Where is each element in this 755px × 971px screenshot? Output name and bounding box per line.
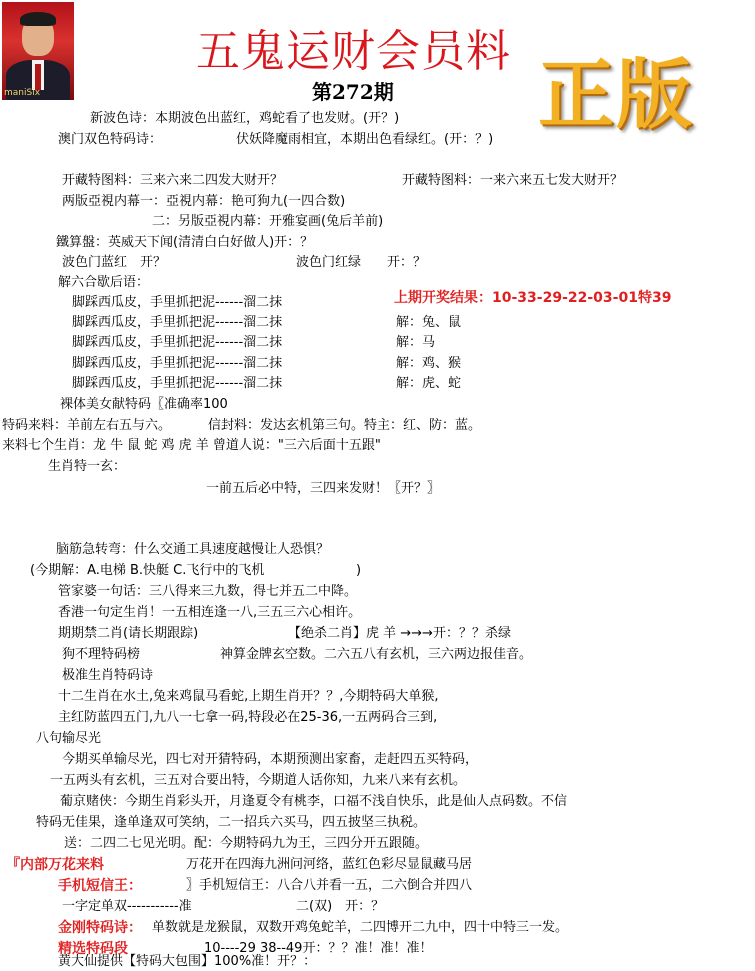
idiom-line-3: 脚踩西瓜皮，手里抓把泥------溜二抹 <box>72 335 283 350</box>
line-kill-two: 【绝杀二肖】虎 羊 →→→开：？？杀绿 <box>288 626 511 641</box>
line-front-back: 一前五后必中特，三四来发财！〖开？〗 <box>206 481 441 496</box>
photo-tie <box>35 64 41 90</box>
line-housekeeper: 管家婆一句话：三八得来三九数，得七并五二中降。 <box>58 584 358 599</box>
line-sms-content: 〗手机短信王：八合八并看一五，二六倒合并四八 <box>186 878 473 893</box>
line-abacus: 鐵算盤：英威天下闻(清清白白好做人)开：？ <box>56 235 314 250</box>
line-code-source: 特码来料：羊前左右五与六。 <box>2 418 172 433</box>
idiom-answer-2: 解：马 <box>396 335 436 350</box>
line-eight-lines: 八句输尽光 <box>36 731 102 746</box>
line-riddle: 脑筋急转弯：什么交通工具速度越慢让人恐惧？ <box>56 542 330 557</box>
issue-number: 第272期 <box>312 80 394 104</box>
line-send: 送：二四二七见光明。配：今期特码九为王，三四分开五跟随。 <box>64 836 429 851</box>
idiom-line-5: 脚踩西瓜皮，手里抓把泥------溜二抹 <box>72 376 283 391</box>
line-buy-single-1: 今期买单输尽光，四七对开猜特码，本期预测出家畜，走赶四五买特码， <box>62 752 479 767</box>
label-selected-segment: 精选特码段 <box>58 941 128 957</box>
line-beauty-code: 裸体美女献特码〖准确率100 <box>60 397 228 412</box>
idiom-line-1: 脚踩西瓜皮，手里抓把泥------溜二抹 <box>72 295 283 310</box>
line-gold-card: 神算金牌玄空数。二六五八有玄机，三六两边报佳音。 <box>220 647 533 662</box>
label-diamond-poem: 金刚特码诗： <box>58 920 142 936</box>
line-wave-red-green: 波色门红绿 开：？ <box>296 255 427 270</box>
line-macau-poem: 伏妖降魔雨相宜，本期出色看绿红。(开：？) <box>236 132 494 147</box>
idiom-line-4: 脚踩西瓜皮，手里抓把泥------溜二抹 <box>72 356 283 371</box>
line-zodiac-poem-1: 十二生肖在水土,兔来鸡鼠马看蛇,上期生肖开？？,今期特码大单猴, <box>58 689 439 704</box>
idiom-answer-1: 解：兔、鼠 <box>396 315 462 330</box>
line-seven-zodiac: 来料七个生肖：龙 牛 鼠 蛇 鸡 虎 羊 曾道人说："三六后面十五跟" <box>2 438 381 453</box>
line-atv-2: 二：另版亞視内幕：开雅宴画(兔后羊前) <box>152 214 384 229</box>
line-double-open: 二(双) 开：？ <box>296 899 385 914</box>
line-macau-label: 澳门双色特码诗： <box>58 132 163 147</box>
line-wave-poem: 新波色诗：本期波色出蓝红，鸡蛇看了也发财。(开？) <box>90 111 400 126</box>
line-hidden-pic-1: 开藏特图料：三来六来二四发大财开？ <box>62 173 284 188</box>
line-segment-content: 10----29 38--49开：？？准！准！准！ <box>204 941 433 956</box>
idiom-answer-3: 解：鸡、猴 <box>396 356 462 371</box>
line-zodiac-mystery: 生肖特一玄： <box>48 459 127 474</box>
photo-caption: maniSix <box>4 88 41 98</box>
line-flower-content: 万花开在四海九洲问河络，蓝红色彩尽显鼠藏马居 <box>186 857 473 872</box>
last-draw-result: 上期开奖结果：10-33-29-22-03-01特39 <box>394 290 672 306</box>
photo-hair <box>20 12 56 26</box>
line-idiom-title: 解六合歇后语： <box>58 275 150 290</box>
line-buy-single-2: 一五两头有玄机，三五对合要出特，今期道人话你知，九来八来有玄机。 <box>50 773 467 788</box>
line-macau-gambler-1: 葡京赌侠：今期生肖彩头开，月逢夏令有桃李，口福不浅自快乐，此是仙人点码数。不信 <box>60 794 568 809</box>
line-single-double: 一字定单双-----------准 <box>62 899 192 914</box>
idiom-line-2: 脚踩西瓜皮，手里抓把泥------溜二抹 <box>72 315 283 330</box>
line-dog-chart: 狗不理特码榜 <box>62 647 141 662</box>
author-photo <box>2 2 74 100</box>
line-hidden-pic-2: 开藏特图料：一来六来五七发大财开？ <box>402 173 624 188</box>
line-wong-tai-sin: 黄大仙提供【特码大包围】100%准！开？： <box>58 954 317 969</box>
genuine-stamp: 正版 <box>538 50 694 139</box>
page-title: 五鬼运财会员料 <box>196 26 511 77</box>
line-banned-label: 期期禁二肖(请长期跟踪) <box>58 626 199 641</box>
line-hk-zodiac: 香港一句定生肖！一五相连逢一八,三五三六心相许。 <box>58 605 362 620</box>
line-riddle-close: ) <box>356 563 362 578</box>
label-internal-flower: 『内部万花来料 <box>6 857 104 873</box>
line-riddle-options: (今期解：A.电梯 B.快艇 C.飞行中的飞机 <box>30 563 265 578</box>
line-macau-gambler-2: 特码无佳果，逢单逢双可笑纳，二一招兵六买马，四五披坚三执税。 <box>36 815 427 830</box>
idiom-answer-4: 解：虎、蛇 <box>396 376 462 391</box>
line-envelope: 信封料：发达玄机第三句。特主：红、防：蓝。 <box>208 418 482 433</box>
line-zodiac-poem-title: 极准生肖特码诗 <box>62 668 154 683</box>
label-sms-king: 手机短信王： <box>58 878 142 894</box>
line-wave-blue-red: 波色门蓝红 开？ <box>62 255 167 270</box>
line-atv-1: 两版亞視内幕一：亞視内幕：艳可狗九(一四合数) <box>62 194 346 209</box>
line-diamond-content: 单数就是龙猴鼠，双数开鸡兔蛇羊，二四博开二九中，四十中特三一发。 <box>152 920 569 935</box>
line-zodiac-poem-2: 主红防蓝四五门,九八一七拿一码,特段必在25-36,一五两码合三到, <box>58 710 438 725</box>
